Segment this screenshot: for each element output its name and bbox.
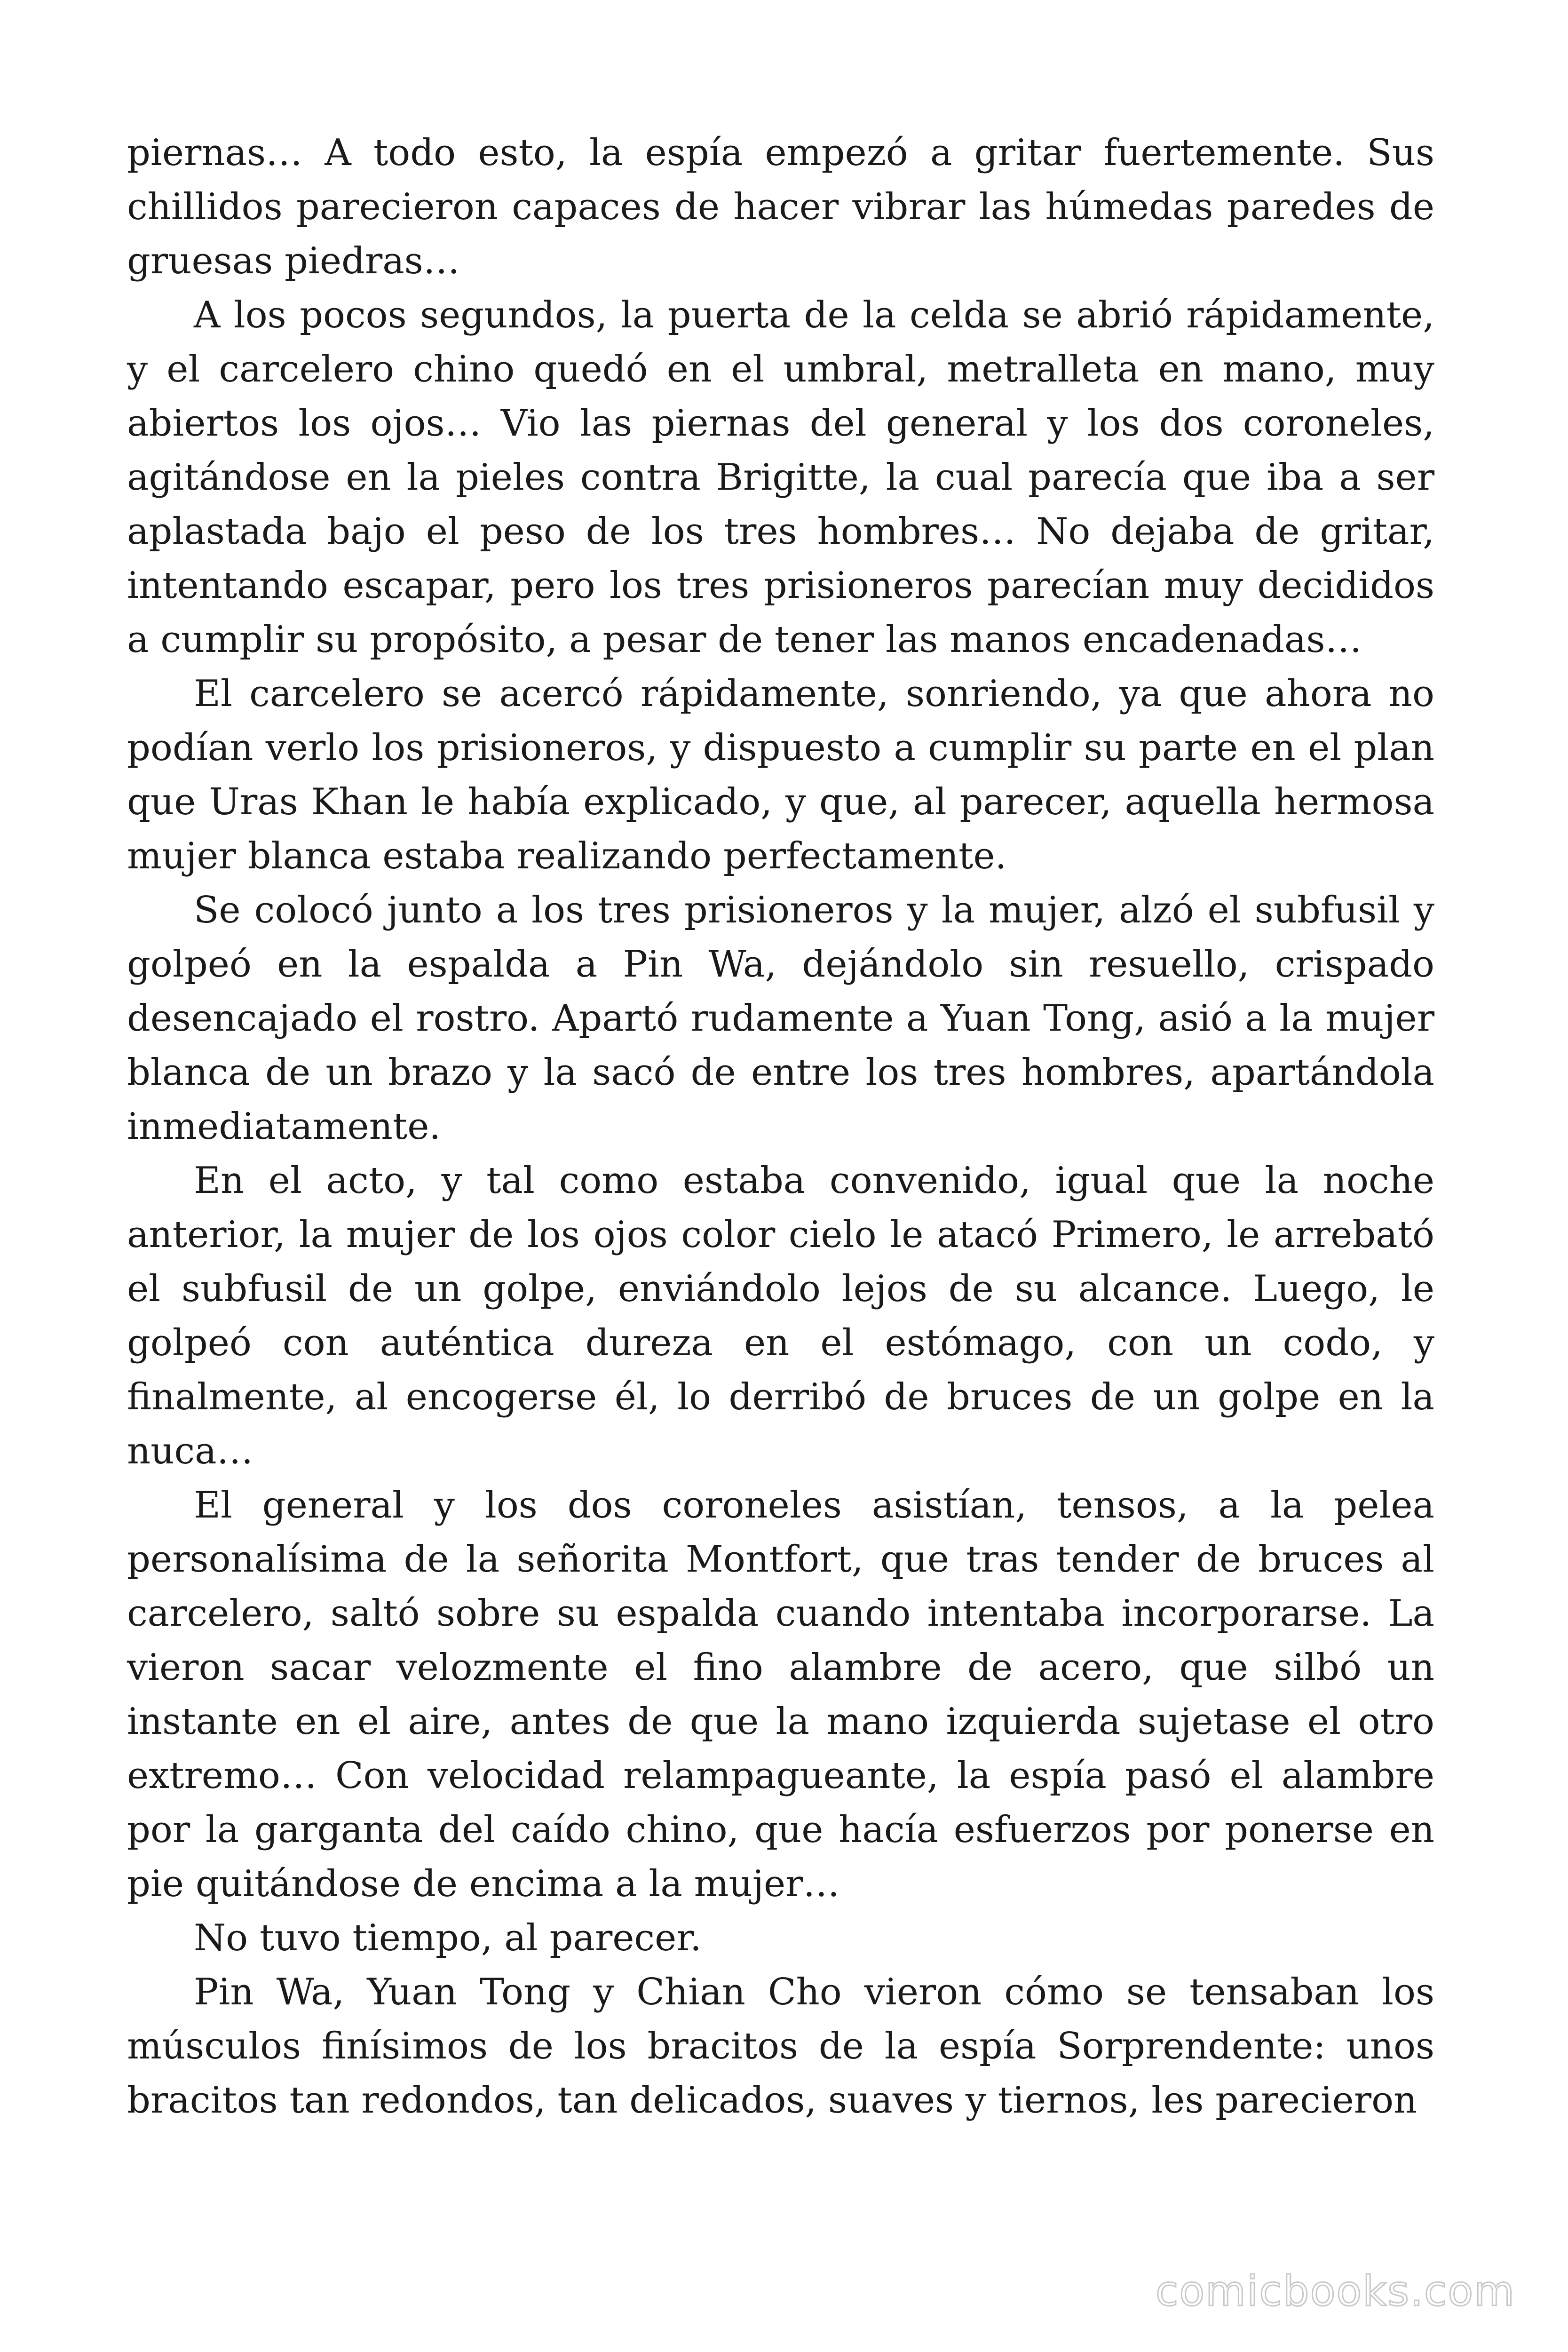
paragraph-3: El carcelero se acercó rápidamente, sonriendo, ya que ahora no podían verlo los prisioneros, y dispuesto a cumplir su parte en el plan que Uras Khan le había explicado, y que, al parecer, aquella hermosa mujer blanca estaba realizando perfectamente. (127, 673, 1434, 877)
page-body (127, 126, 1434, 2210)
paragraph-5: En el acto, y tal como estaba convenido, igual que la noche anterior, la mujer de los ojos color cielo le atacó Primero, le arrebató el subfusil de un golpe, enviándolo lejos de su alcance. Luego, le golpeó con auténtica dureza en el estómago, con un codo, y finalmente, al encogerse él, lo derribó de bruces de un golpe en la nuca… (127, 1160, 1434, 1472)
paragraph-7: No tuvo tiempo, al parecer. (194, 1917, 702, 1959)
paragraph-2: A los pocos segundos, la puerta de la celda se abrió rápidamente, y el carcelero chino quedó en el umbral, metralleta en mano, muy abiertos los ojos… Vio las piernas del general y los dos coroneles, agitándose en la pieles contra Brigitte, la cual parecía que iba a ser aplastada bajo el peso de los tres hombres… No dejaba de gritar, intentando escapar, pero los tres prisioneros parecían muy decididos a cumplir su propósito, a pesar de tener las manos encadenadas… (127, 294, 1434, 661)
paragraph-6: El general y los dos coroneles asistían, tensos, a la pelea personalísima de la señorita Montfort, que tras tender de bruces al carcelero, saltó sobre su espalda cuando intentaba incorporarse. La vieron sacar velozmente el fino alambre de acero, que silbó un instante en el aire, antes de que la mano izquierda sujetase el otro extremo… Con velocidad relampagueante, la espía pasó el alambre por la garganta del caído chino, que hacía esfuerzos por ponerse en pie quitándose de encima a la mujer… (127, 1484, 1434, 1905)
paragraph-1: piernas… A todo esto, la espía empezó a gritar fuertemente. Sus chillidos parecieron capaces de hacer vibrar las húmedas paredes de gruesas piedras… (127, 132, 1434, 282)
paragraph-8: Pin Wa, Yuan Tong y Chian Cho vieron cómo se tensaban los músculos finísimos de los bracitos de la espía Sorprendente: unos bracitos tan redondos, tan delicados, suaves y tiernos, les parecieron (127, 1971, 1434, 2122)
watermark: comicbooks.com (1155, 2267, 1515, 2315)
paragraph-4: Se colocó junto a los tres prisioneros y la mujer, alzó el subfusil y golpeó en la espalda a Pin Wa, dejándolo sin resuello, crispado desencajado el rostro. Apartó rudamente a Yuan Tong, asió a la mujer blanca de un brazo y la sacó de entre los tres hombres, apartándola inmediatamente. (127, 889, 1434, 1148)
